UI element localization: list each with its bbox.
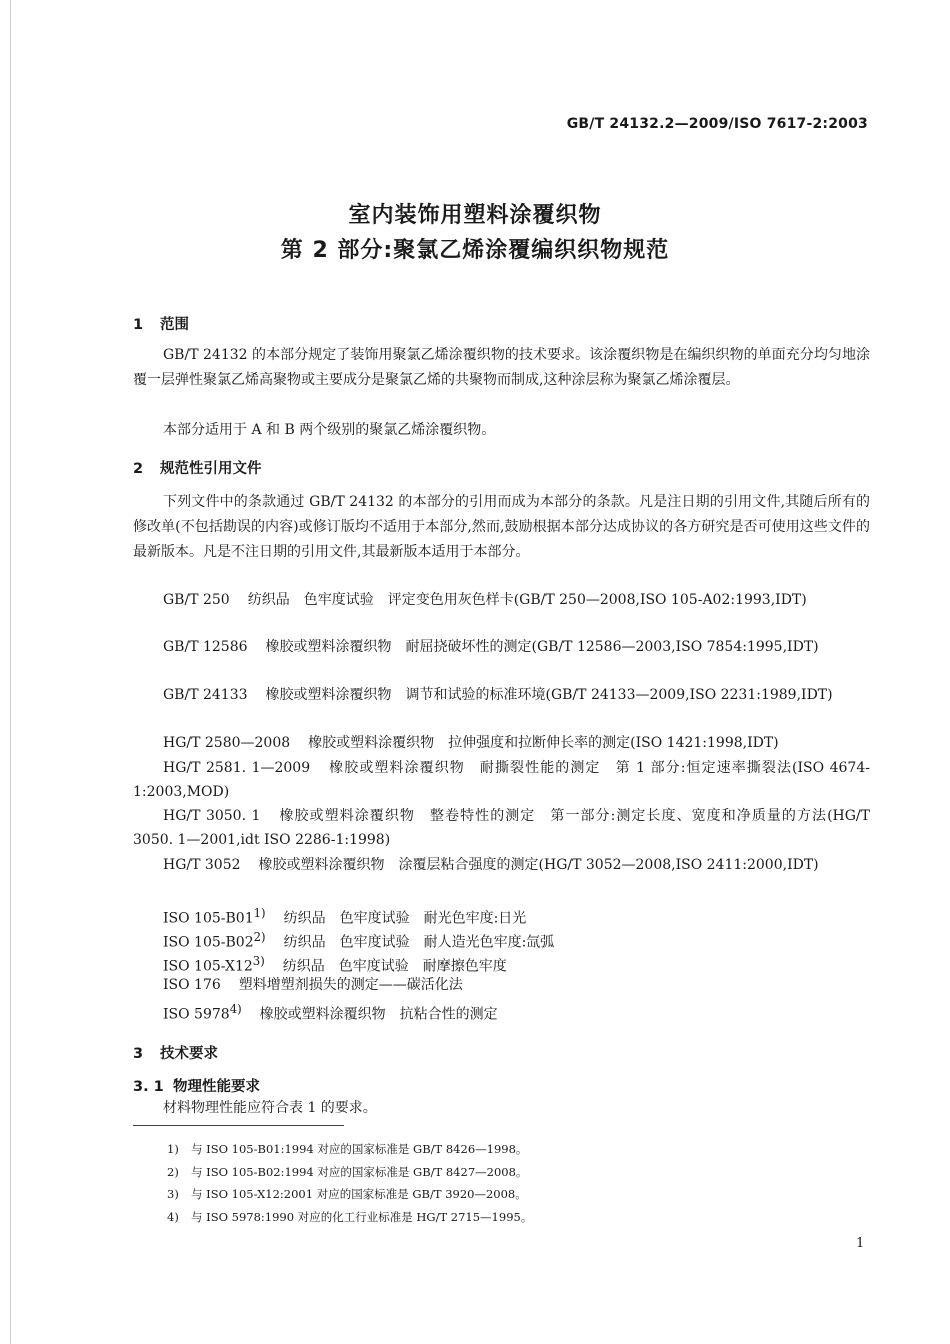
- reference-code: HG/T 2581. 1—2009: [163, 760, 311, 776]
- footnote-separator: [133, 1125, 344, 1126]
- reference-title: 纺织品 色牢度试验 耐人造光色牢度:氙弧: [283, 934, 555, 951]
- footnote-number: 2): [167, 1165, 179, 1179]
- reference-title: 橡胶或塑料涂覆织物 涂覆层粘合强度的测定(HG/T 3052—2008,ISO 2411:2000,IDT): [258, 857, 819, 873]
- section-title: 技术要求: [160, 1046, 218, 1062]
- footnote-number: 1): [167, 1142, 179, 1156]
- footnote-marker: 3): [252, 954, 265, 968]
- reference-code: ISO 105-B02: [163, 934, 254, 951]
- section-number: 3: [133, 1046, 144, 1062]
- reference-item: [133, 998, 870, 1027]
- section-1-heading: [133, 313, 189, 334]
- section-3-heading: [133, 1042, 218, 1063]
- document-title-line1: 室内装饰用塑料涂覆织物: [348, 203, 602, 228]
- footnote-text: 与 ISO 105-X12:2001 对应的国家标准是 GB/T 3920—2008。: [191, 1187, 527, 1201]
- reference-title: 塑料增塑剂损失的测定——碳活化法: [238, 977, 463, 993]
- section-title: 范围: [160, 317, 189, 333]
- reference-title: 橡胶或塑料涂覆织物 整卷特性的测定 第一部分:测定长度、宽度和净质量的方法(HG/T 3050. 1—2001,idt ISO 2286-1:1998): [133, 808, 870, 848]
- footnote: [167, 1209, 532, 1225]
- footnote-number: 4): [167, 1210, 179, 1224]
- footnote-marker: 1): [253, 906, 266, 920]
- section-number: 3. 1: [133, 1079, 164, 1095]
- reference-item: [133, 805, 870, 852]
- footnote-marker: 2): [253, 930, 266, 944]
- reference-title: 橡胶或塑料涂覆织物 拉伸强度和拉断伸长率的测定(ISO 1421:1998,IDT): [308, 735, 779, 751]
- reference-item: [133, 757, 870, 804]
- footnote-text: 与 ISO 105-B01:1994 对应的国家标准是 GB/T 8426—1998。: [191, 1142, 528, 1156]
- footnote: [167, 1164, 527, 1180]
- reference-title: 纺织品 色牢度试验 耐摩擦色牢度: [282, 958, 507, 975]
- reference-code: ISO 176: [163, 977, 221, 993]
- section-title: 物理性能要求: [173, 1079, 260, 1095]
- reference-code: GB/T 24133: [163, 687, 248, 703]
- reference-item: [133, 589, 870, 613]
- section-2-heading: [133, 457, 262, 478]
- section-number: 2: [133, 461, 144, 477]
- reference-code: ISO 5978: [163, 1006, 230, 1023]
- reference-code: HG/T 3052: [163, 857, 241, 873]
- reference-item: [133, 636, 870, 660]
- reference-item: [133, 732, 870, 756]
- reference-title: 橡胶或塑料涂覆织物 调节和试验的标准环境(GB/T 24133—2009,ISO 2231:1989,IDT): [265, 687, 833, 703]
- reference-code: HG/T 3050. 1: [163, 808, 261, 824]
- reference-item: [133, 974, 870, 998]
- section-3-1-text: 材料物理性能应符合表 1 的要求。: [163, 1100, 377, 1116]
- reference-title: 橡胶或塑料涂覆织物 耐撕裂性能的测定 第 1 部分:恒定速率撕裂法(ISO 4674-1:2003,MOD): [133, 760, 870, 800]
- section-3-1-heading: [133, 1075, 260, 1096]
- reference-code: ISO 105-X12: [163, 958, 253, 975]
- page-number: 1: [856, 1236, 865, 1251]
- section-2-intro: 下列文件中的条款通过 GB/T 24132 的本部分的引用而成为本部分的条款。凡是注日期的引用文件,其随后所有的修改单(不包括勘误的内容)或修订版均不适用于本部分,然而,鼓励根据本部分达成协议的各方研究是否可使用这些文件的最新版本。凡是不注日期的引用文件,其最新版本适用于本部分。: [133, 494, 870, 560]
- reference-title: 橡胶或塑料涂覆织物 抗粘合性的测定: [259, 1006, 498, 1023]
- reference-title: 纺织品 色牢度试验 耐光色牢度:日光: [283, 910, 527, 927]
- reference-code: GB/T 12586: [163, 639, 248, 655]
- reference-item: [133, 684, 870, 708]
- footnote: [167, 1141, 527, 1157]
- standard-number: GB/T 24132.2—2009/ISO 7617-2:2003: [566, 116, 868, 132]
- section-number: 1: [133, 317, 144, 333]
- section-1-paragraph-1: GB/T 24132 的本部分规定了装饰用聚氯乙烯涂覆织物的技术要求。该涂覆织物是在编织织物的单面充分均匀地涂覆一层弹性聚氯乙烯高聚物或主要成分是聚氯乙烯的共聚物而制成,这种涂层称为聚氯乙烯涂覆层。: [133, 347, 870, 388]
- section-title: 规范性引用文件: [160, 461, 262, 477]
- reference-title: 橡胶或塑料涂覆织物 耐屈挠破坏性的测定(GB/T 12586—2003,ISO 7854:1995,IDT): [265, 639, 819, 655]
- reference-code: GB/T 250: [163, 592, 230, 608]
- reference-item: [133, 854, 870, 878]
- footnote-marker: 4): [229, 1002, 242, 1016]
- footnote-text: 与 ISO 105-B02:1994 对应的国家标准是 GB/T 8427—2008。: [191, 1165, 528, 1179]
- footnote: [167, 1186, 527, 1202]
- footnote-text: 与 ISO 5978:1990 对应的化工行业标准是 HG/T 2715—1995。: [191, 1210, 533, 1224]
- document-title-line2: 第 2 部分:聚氯乙烯涂覆编织织物规范: [280, 238, 670, 263]
- reference-code: ISO 105-B01: [163, 910, 254, 927]
- footnote-number: 3): [167, 1187, 179, 1201]
- reference-title: 纺织品 色牢度试验 评定变色用灰色样卡(GB/T 250—2008,ISO 105-A02:1993,IDT): [247, 592, 807, 608]
- section-1-paragraph-2: 本部分适用于 A 和 B 两个级别的聚氯乙烯涂覆织物。: [163, 422, 496, 438]
- reference-code: HG/T 2580—2008: [163, 735, 291, 751]
